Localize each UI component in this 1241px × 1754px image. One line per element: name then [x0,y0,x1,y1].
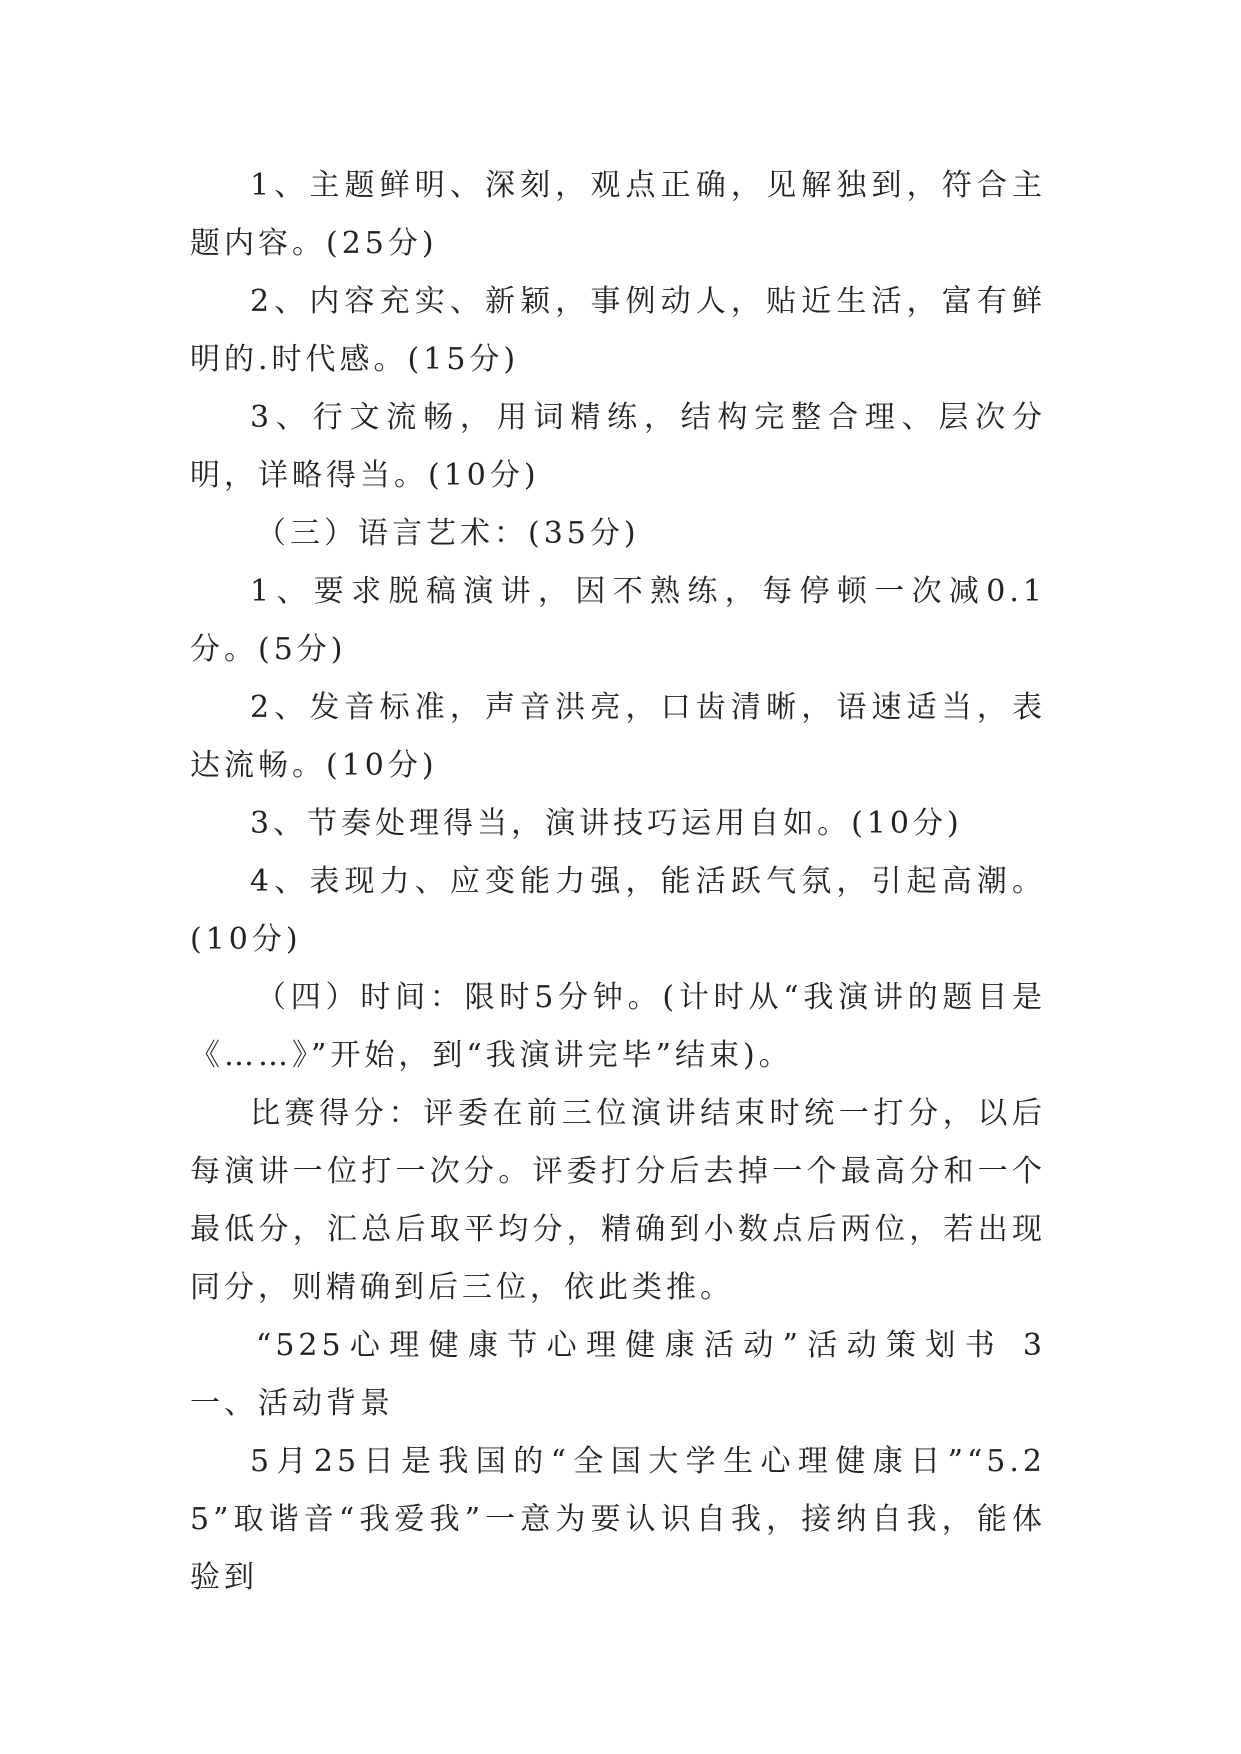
criterion-memorize: 1、要求脱稿演讲，因不熟练，每停顿一次减0.1分。(5分) [190,574,1046,667]
criterion-theme: 1、主题鲜明、深刻，观点正确，见解独到，符合主题内容。(25分) [190,168,1046,261]
criterion-content: 2、内容充实、新颖，事例动人，贴近生活，富有鲜明的.时代感。(15分) [190,284,1046,377]
document-body [190,157,1114,1607]
criterion-pronunciation: 2、发音标准，声音洪亮，口齿清晰，语速适当，表达流畅。(10分) [190,690,1046,783]
background-paragraph: 5月25日是我国的“全国大学生心理健康日”“5.25”取谐音“我爱我”一意为要认识自我，接纳自我，能体验到 [190,1444,1046,1595]
criterion-writing: 3、行文流畅，用词精练，结构完整合理、层次分明，详略得当。(10分) [190,400,1046,493]
scoring-rules: 比赛得分：评委在前三位演讲结束时统一打分，以后每演讲一位打一次分。评委打分后去掉一个最高分和一个最低分，汇总后取平均分，精确到小数点后两位，若出现同分，则精确到后三位，依此类推。 [190,1096,1046,1305]
section-time: （四）时间：限时5分钟。(计时从“我演讲的题目是《……》”开始，到“我演讲完毕”结束)。 [190,980,1046,1073]
criterion-expressiveness: 4、表现力、应变能力强，能活跃气氛，引起高潮。(10分) [190,864,1046,957]
criterion-rhythm: 3、节奏处理得当，演讲技巧运用自如。(10分) [250,806,963,841]
section-language-art: （三）语言艺术：(35分) [256,516,640,551]
plan-title: “525心理健康节心理健康活动”活动策划书 3 一、活动背景 [190,1328,1114,1421]
